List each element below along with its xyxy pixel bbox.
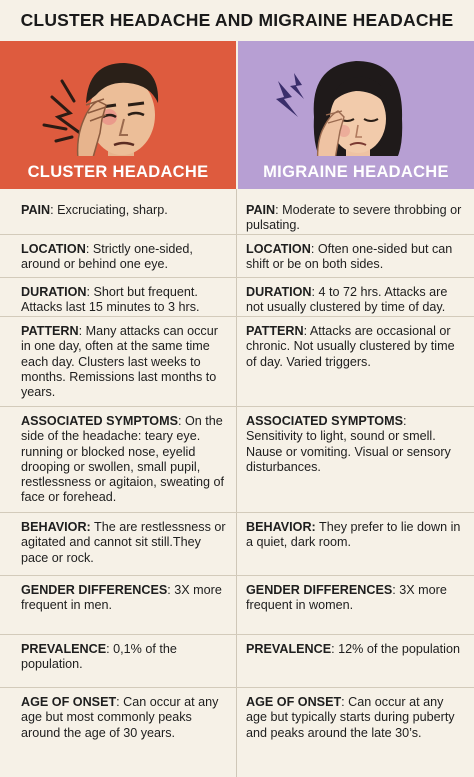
cluster-duration: DURATION: Short but frequent. Attacks last 15 minutes to 3 hrs. [21, 285, 200, 315]
cluster-prevalence: PREVALENCE: 0,1% of the population. [21, 642, 177, 672]
row-separator [0, 575, 474, 576]
migraine-pain: PAIN: Moderate to severe throbbing or pulsating. [246, 203, 462, 233]
migraine-location: LOCATION: Often one-sided but can shift or be on both sides. [246, 242, 453, 272]
migraine-behavior: BEHAVIOR: They prefer to lie down in a quiet, dark room. [246, 520, 461, 550]
migraine-pattern: PATTERN: Attacks are occasional or chronic. Not usually clustered by time of day. Varied triggers. [246, 324, 455, 369]
cluster-pain: PAIN: Excruciating, sharp. [21, 203, 168, 217]
row-separator [0, 316, 474, 317]
cluster-headache-label: CLUSTER HEADACHE [0, 156, 236, 189]
migraine-age-of-onset: AGE OF ONSET: Can occur at any age but typically starts during puberty and peaks around the late 30’s. [246, 695, 455, 740]
row-pain [0, 195, 474, 235]
migraine-headache-label: MIGRAINE HEADACHE [238, 156, 474, 189]
row-separator [0, 687, 474, 688]
migraine-associated-symptoms: ASSOCIATED SYMPTOMS: Sensitivity to light, sound or smell. Nause or vomiting. Visual or sensory disturbances. [246, 414, 451, 474]
row-separator [0, 634, 474, 635]
cluster-pattern: PATTERN: Many attacks can occur in one day, often at the same time each day. Clusters last weeks to months. Remissions last months to years. [21, 324, 218, 400]
row-associated-symptoms [0, 406, 474, 512]
row-pattern [0, 316, 474, 408]
cluster-age-of-onset: AGE OF ONSET: Can occur at any age but most commonly peaks around the age of 30 years. [21, 695, 219, 740]
row-separator [0, 277, 474, 278]
row-age-of-onset [0, 687, 474, 777]
migraine-prevalence: PREVALENCE: 12% of the population [246, 642, 460, 656]
cluster-location: LOCATION: Strictly one-sided, around or behind one eye. [21, 242, 193, 272]
row-prevalence [0, 634, 474, 686]
cluster-gender-differences: GENDER DIFFERENCES: 3X more frequent in men. [21, 583, 222, 613]
row-separator [0, 512, 474, 513]
row-duration [0, 277, 474, 321]
migraine-gender-differences: GENDER DIFFERENCES: 3X more frequent in women. [246, 583, 447, 613]
row-location [0, 234, 474, 278]
migraine-duration: DURATION: 4 to 72 hrs. Attacks are not usually clustered by time of day. [246, 285, 448, 315]
row-separator [0, 406, 474, 407]
row-gender-differences [0, 575, 474, 633]
row-behavior [0, 512, 474, 576]
cluster-behavior: BEHAVIOR: The are restlessness or agitated and cannot sit still.They pace or rock. [21, 520, 226, 565]
row-separator [0, 234, 474, 235]
cluster-associated-symptoms: ASSOCIATED SYMPTOMS: On the side of the headache: teary eye. running or blocked nose, eyelid drooping or swollen, small pupil, restlessness or agitaion, sweating of face or forehead. [21, 414, 225, 505]
page-title: CLUSTER HEADACHE AND MIGRAINE HEADACHE [20, 10, 454, 30]
